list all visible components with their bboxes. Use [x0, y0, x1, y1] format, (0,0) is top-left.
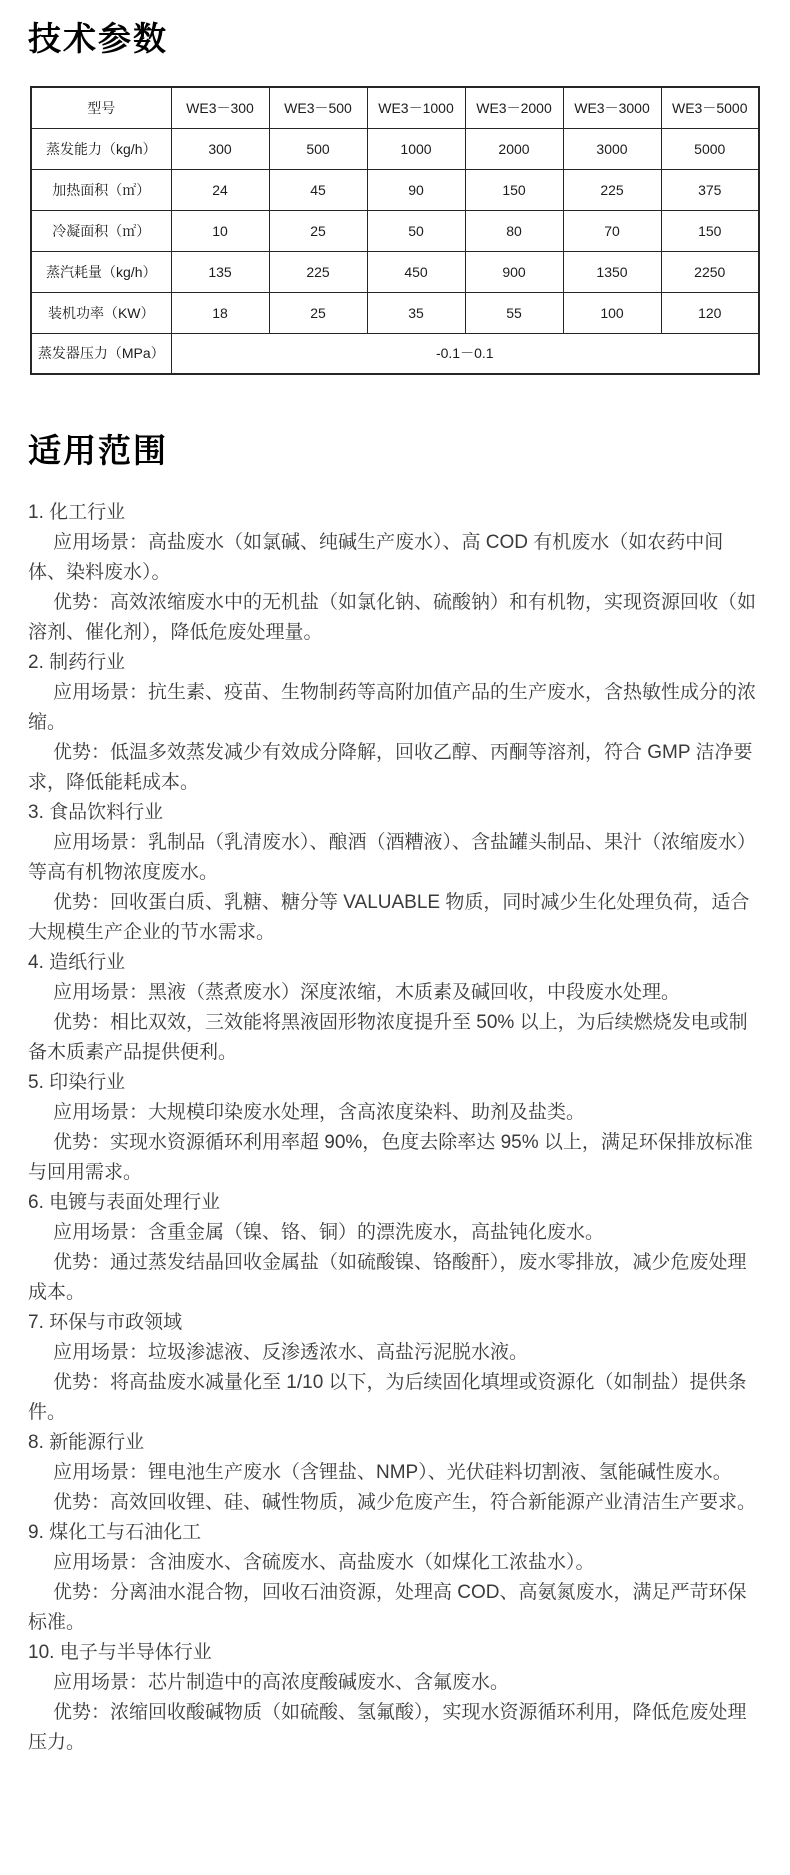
industry-item-new-energy: [28, 1428, 760, 1518]
cell-value: 18: [171, 292, 269, 333]
industry-advantage: 优势：回收蛋白质、乳糖、糖分等 VALUABLE 物质，同时减少生化处理负荷，适合大规模生产企业的节水需求。: [28, 892, 750, 943]
industry-heading: 6. 电镀与表面处理行业: [28, 1192, 221, 1213]
cell-value-merged: -0.1－0.1: [171, 333, 759, 374]
industry-item-electronics-semiconductor: [28, 1638, 760, 1758]
industry-item-printing-dyeing: [28, 1068, 760, 1188]
cell-value: 225: [269, 251, 367, 292]
col-header-we3-300: WE3－300: [171, 87, 269, 128]
tech-params-title: 技术参数: [28, 20, 168, 57]
col-header-we3-500: WE3－500: [269, 87, 367, 128]
cell-value: 80: [465, 210, 563, 251]
cell-value: 55: [465, 292, 563, 333]
tech-params-table: [30, 86, 760, 375]
cell-value: 35: [367, 292, 465, 333]
row-label: 蒸汽耗量（kg/h）: [31, 251, 171, 292]
industry-advantage: 优势：通过蒸发结晶回收金属盐（如硫酸镍、铬酸酐），废水零排放，减少危废处理成本。: [28, 1252, 747, 1303]
row-label: 加热面积（㎡）: [31, 169, 171, 210]
industry-scenario: 应用场景：垃圾渗滤液、反渗透浓水、高盐污泥脱水液。: [53, 1342, 529, 1363]
industry-list: [28, 498, 760, 1758]
industry-scenario: 应用场景：锂电池生产废水（含锂盐、NMP）、光伏硅料切割液、氢能碱性废水。: [53, 1462, 732, 1483]
cell-value: 450: [367, 251, 465, 292]
cell-value: 3000: [563, 128, 661, 169]
industry-heading: 4. 造纸行业: [28, 952, 126, 973]
industry-heading: 10. 电子与半导体行业: [28, 1642, 212, 1663]
industry-item-food-beverage: [28, 798, 760, 948]
col-header-we3-3000: WE3－3000: [563, 87, 661, 128]
table-row-heating-area: [31, 169, 759, 210]
table-row-evaporator-pressure: [31, 333, 759, 374]
cell-value: 135: [171, 251, 269, 292]
industry-scenario: 应用场景：大规模印染废水处理，含高浓度染料、助剂及盐类。: [53, 1102, 586, 1123]
cell-value: 1350: [563, 251, 661, 292]
table-header-row: [31, 87, 759, 128]
industry-item-environmental-municipal: [28, 1308, 760, 1428]
cell-value: 2000: [465, 128, 563, 169]
cell-value: 25: [269, 292, 367, 333]
col-header-model: 型号: [31, 87, 171, 128]
row-label: 装机功率（KW）: [31, 292, 171, 333]
industry-advantage: 优势：浓缩回收酸碱物质（如硫酸、氢氟酸），实现水资源循环利用，降低危废处理压力。: [28, 1702, 747, 1753]
industry-item-pharma: [28, 648, 760, 798]
industry-advantage: 优势：高效回收锂、硅、碱性物质，减少危废产生，符合新能源产业清洁生产要求。: [53, 1492, 757, 1513]
industry-heading: 1. 化工行业: [28, 502, 126, 523]
cell-value: 2250: [661, 251, 759, 292]
industry-heading: 9. 煤化工与石油化工: [28, 1522, 202, 1543]
table-row-steam-consumption: [31, 251, 759, 292]
industry-scenario: 应用场景：抗生素、疫苗、生物制药等高附加值产品的生产废水，含热敏性成分的浓缩。: [28, 682, 757, 733]
cell-value: 100: [563, 292, 661, 333]
industry-heading: 7. 环保与市政领域: [28, 1312, 183, 1333]
industry-heading: 8. 新能源行业: [28, 1432, 145, 1453]
industry-item-electroplating: [28, 1188, 760, 1308]
cell-value: 70: [563, 210, 661, 251]
industry-advantage: 优势：实现水资源循环利用率超 90%，色度去除率达 95% 以上，满足环保排放标准与回用需求。: [28, 1132, 753, 1183]
industry-heading: 2. 制药行业: [28, 652, 126, 673]
table-row-installed-power: [31, 292, 759, 333]
cell-value: 375: [661, 169, 759, 210]
industry-scenario: 应用场景：芯片制造中的高浓度酸碱废水、含氟废水。: [53, 1672, 510, 1693]
cell-value: 500: [269, 128, 367, 169]
industry-scenario: 应用场景：黑液（蒸煮废水）深度浓缩，木质素及碱回收，中段废水处理。: [53, 982, 681, 1003]
industry-item-chemical: [28, 498, 760, 648]
industry-heading: 5. 印染行业: [28, 1072, 126, 1093]
cell-value: 5000: [661, 128, 759, 169]
industry-item-coal-petrochemical: [28, 1518, 760, 1638]
cell-value: 45: [269, 169, 367, 210]
industry-advantage: 优势：将高盐废水减量化至 1/10 以下，为后续固化填埋或资源化（如制盐）提供条件。: [28, 1372, 747, 1423]
row-label: 蒸发能力（kg/h）: [31, 128, 171, 169]
cell-value: 24: [171, 169, 269, 210]
cell-value: 10: [171, 210, 269, 251]
cell-value: 50: [367, 210, 465, 251]
industry-scenario: 应用场景：高盐废水（如氯碱、纯碱生产废水）、高 COD 有机废水（如农药中间体、染料废水）。: [28, 532, 724, 583]
industry-advantage: 优势：分离油水混合物，回收石油资源，处理高 COD、高氨氮废水，满足严苛环保标准。: [28, 1582, 747, 1633]
table-row-evaporation-capacity: [31, 128, 759, 169]
col-header-we3-5000: WE3－5000: [661, 87, 759, 128]
cell-value: 150: [465, 169, 563, 210]
col-header-we3-2000: WE3－2000: [465, 87, 563, 128]
cell-value: 1000: [367, 128, 465, 169]
industry-heading: 3. 食品饮料行业: [28, 802, 164, 823]
cell-value: 150: [661, 210, 759, 251]
industry-item-papermaking: [28, 948, 760, 1068]
cell-value: 25: [269, 210, 367, 251]
table-row-condensing-area: [31, 210, 759, 251]
cell-value: 900: [465, 251, 563, 292]
col-header-we3-1000: WE3－1000: [367, 87, 465, 128]
application-scope-title: 适用范围: [28, 432, 168, 469]
row-label: 蒸发器压力（MPa）: [31, 333, 171, 374]
row-label: 冷凝面积（㎡）: [31, 210, 171, 251]
cell-value: 90: [367, 169, 465, 210]
cell-value: 225: [563, 169, 661, 210]
industry-scenario: 应用场景：乳制品（乳清废水）、酿酒（酒糟液）、含盐罐头制品、果汁（浓缩废水）等高有机物浓度废水。: [28, 832, 757, 883]
cell-value: 300: [171, 128, 269, 169]
industry-advantage: 优势：高效浓缩废水中的无机盐（如氯化钠、硫酸钠）和有机物，实现资源回收（如溶剂、催化剂），降低危废处理量。: [28, 592, 757, 643]
cell-value: 120: [661, 292, 759, 333]
industry-advantage: 优势：低温多效蒸发减少有效成分降解，回收乙醇、丙酮等溶剂，符合 GMP 洁净要求，降低能耗成本。: [28, 742, 753, 793]
industry-scenario: 应用场景：含油废水、含硫废水、高盐废水（如煤化工浓盐水）。: [53, 1552, 595, 1573]
industry-scenario: 应用场景：含重金属（镍、铬、铜）的漂洗废水，高盐钝化废水。: [53, 1222, 605, 1243]
industry-advantage: 优势：相比双效，三效能将黑液固形物浓度提升至 50% 以上，为后续燃烧发电或制备木质素产品提供便利。: [28, 1012, 748, 1063]
